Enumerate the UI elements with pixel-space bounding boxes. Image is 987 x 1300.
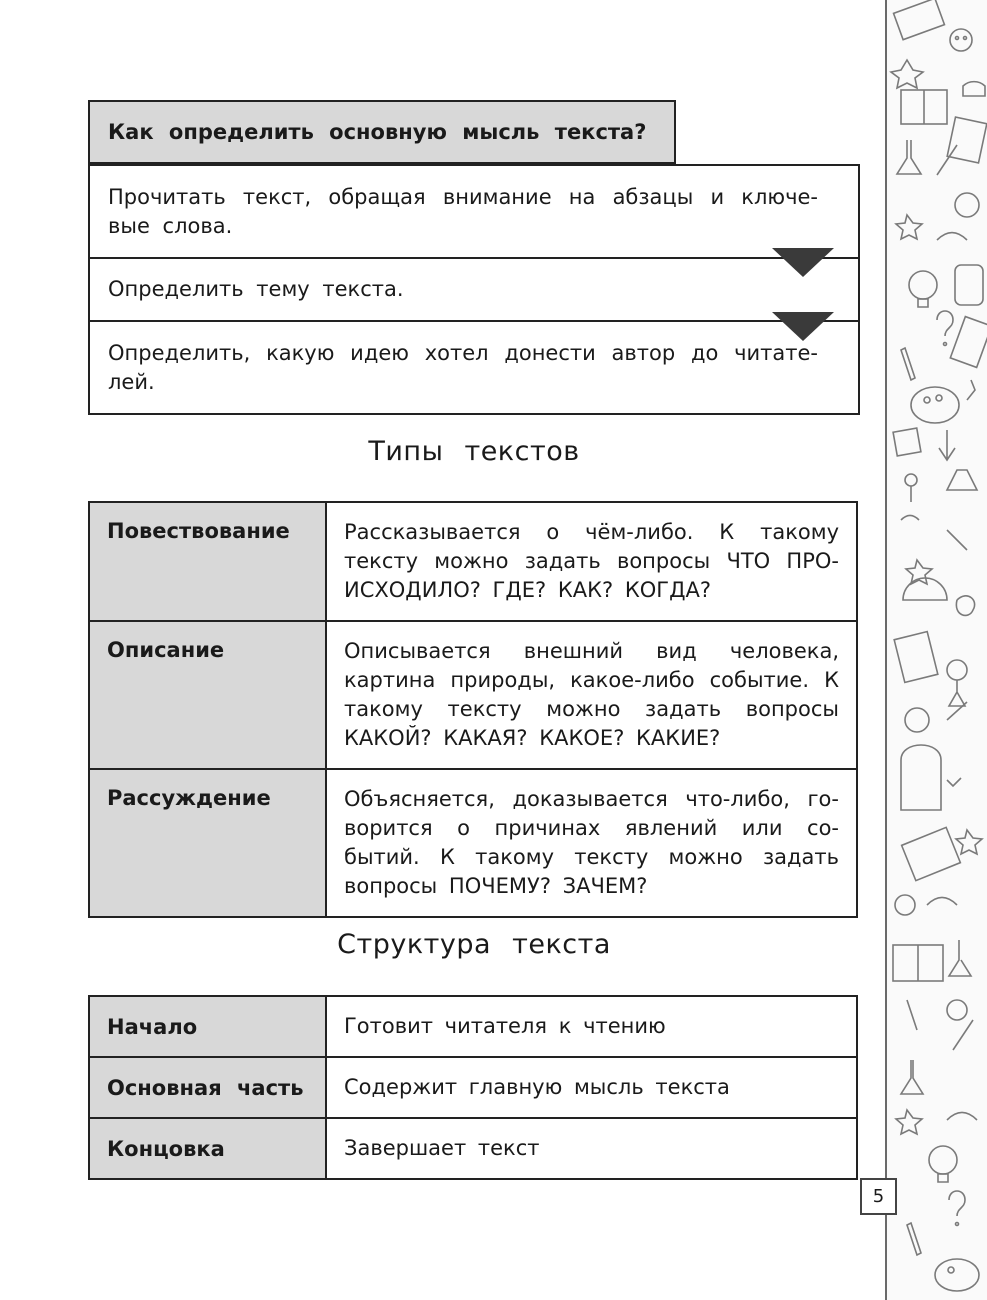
table-row xyxy=(89,502,857,621)
page-number: 5 xyxy=(860,1178,897,1215)
types-table xyxy=(88,501,858,918)
step-1: Прочитать текст, обращая внимание на абзацы и ключе-вые слова. xyxy=(90,166,858,259)
types-section-title: Типы текстов xyxy=(368,436,580,467)
table-row xyxy=(89,1057,857,1118)
table-row xyxy=(89,769,857,917)
structure-section-title: Структура текста xyxy=(337,929,611,960)
type-description: Описывается внешний вид человека, картина природы, какое-либо событие. К такому тексту можно задать вопросы КАКОЙ? КАКАЯ? КАКОЕ? КАКИЕ? xyxy=(326,621,857,769)
type-name: Описание xyxy=(89,621,326,769)
down-arrow-icon xyxy=(772,248,834,277)
doodle-pattern-icon xyxy=(887,0,987,1300)
doodle-border xyxy=(885,0,987,1300)
part-name: Основная часть xyxy=(89,1057,326,1118)
type-name: Повествование xyxy=(89,502,326,621)
type-name: Рассуждение xyxy=(89,769,326,917)
down-arrow-icon xyxy=(772,312,834,341)
step-3: Определить, какую идею хотел донести автор до читате-лей. xyxy=(108,340,818,394)
part-name: Концовка xyxy=(89,1118,326,1179)
table-row xyxy=(89,621,857,769)
part-description: Содержит главную мысль текста xyxy=(326,1057,857,1118)
type-description: Объясняется, доказывается что-либо, го-ворится о причинах явлений или со-бытий. К такому тексту можно задать вопросы ПОЧЕМУ? ЗАЧЕМ? xyxy=(326,769,857,917)
steps-box xyxy=(88,164,860,415)
part-name: Начало xyxy=(89,996,326,1057)
table-row xyxy=(89,996,857,1057)
structure-table xyxy=(88,995,858,1180)
step-2: Определить тему текста. xyxy=(90,259,858,322)
table-row xyxy=(89,1118,857,1179)
main-question-heading: Как определить основную мысль текста? xyxy=(88,100,676,164)
part-description: Завершает текст xyxy=(326,1118,857,1179)
part-description: Готовит читателя к чтению xyxy=(326,996,857,1057)
type-description: Рассказывается о чём-либо. К такому тексту можно задать вопросы ЧТО ПРО-ИСХОДИЛО? ГДЕ? КАК? КОГДА? xyxy=(326,502,857,621)
